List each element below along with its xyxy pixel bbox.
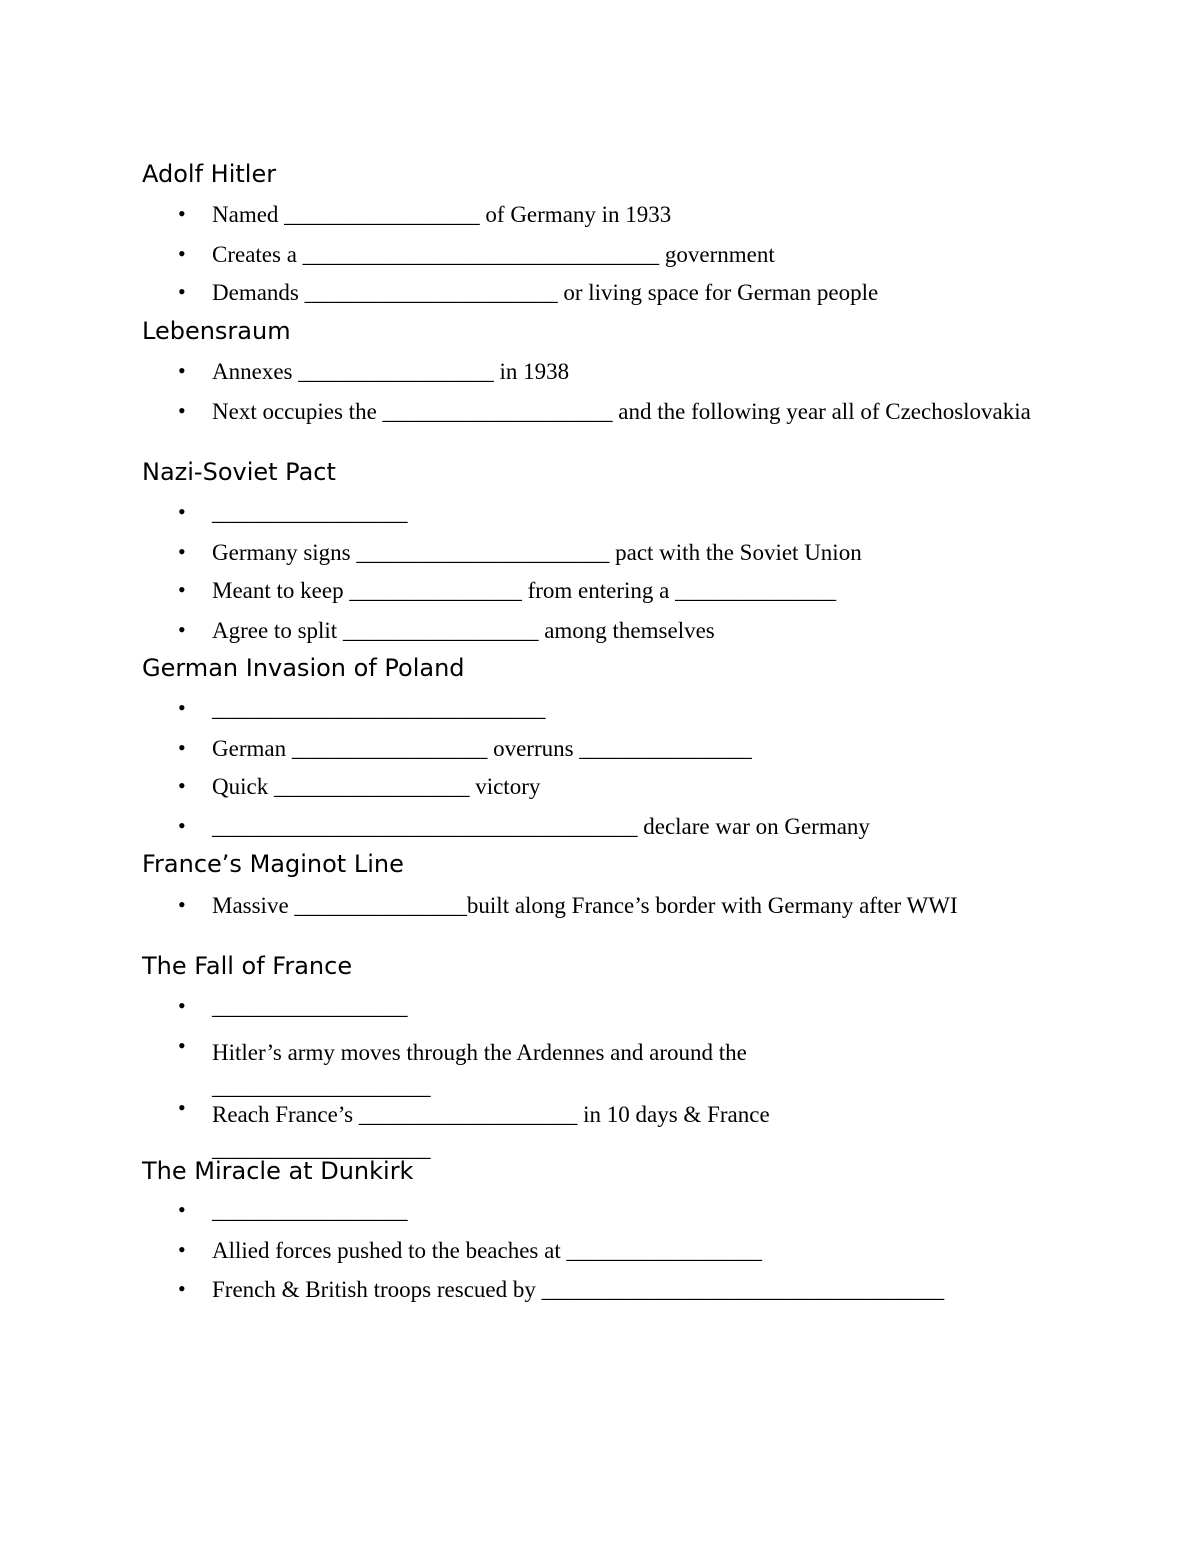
bullet-icon: • xyxy=(178,241,186,266)
list-item: Next occupies the ____________________ and the following year all of Czechoslovakia xyxy=(212,399,1031,424)
list-item: Germany signs ______________________ pact with the Soviet Union xyxy=(212,540,862,565)
list-item: _____________________________ xyxy=(212,696,546,721)
bullet-icon: • xyxy=(178,892,186,917)
section-heading-maginot-line: France’s Maginot Line xyxy=(142,850,404,878)
section-heading-lebensraum: Lebensraum xyxy=(142,317,291,345)
bullet-icon: • xyxy=(178,617,186,642)
bullet-icon: • xyxy=(178,773,186,798)
bullet-icon: • xyxy=(178,201,186,226)
list-item: Demands ______________________ or living space for German people xyxy=(212,280,879,305)
list-item: Agree to split _________________ among themselves xyxy=(212,618,715,643)
bullet-icon: • xyxy=(178,1033,186,1058)
bullet-icon: • xyxy=(178,577,186,602)
list-item: _________________ xyxy=(212,1198,408,1223)
section-heading-nazi-soviet-pact: Nazi-Soviet Pact xyxy=(142,458,336,486)
list-item: Allied forces pushed to the beaches at _________________ xyxy=(212,1238,762,1263)
list-item: Reach France’s ___________________ in 10 days & France ___________________ xyxy=(212,1102,770,1161)
list-item: _________________ xyxy=(212,500,408,525)
section-heading-fall-of-france: The Fall of France xyxy=(142,952,353,980)
list-item: German _________________ overruns _______________ xyxy=(212,736,752,761)
list-item: Massive _______________built along France’s border with Germany after WWI xyxy=(212,893,958,918)
bullet-icon: • xyxy=(178,499,186,524)
bullet-icon: • xyxy=(178,398,186,423)
list-item: Quick _________________ victory xyxy=(212,774,541,799)
bullet-icon: • xyxy=(178,735,186,760)
list-item: Meant to keep _______________ from entering a ______________ xyxy=(212,578,837,603)
list-item: _________________ xyxy=(212,994,408,1019)
list-item: Named _________________ of Germany in 1933 xyxy=(212,202,672,227)
bullet-icon: • xyxy=(178,695,186,720)
bullet-icon: • xyxy=(178,813,186,838)
section-heading-adolf-hitler: Adolf Hitler xyxy=(142,160,277,188)
bullet-icon: • xyxy=(178,1237,186,1262)
bullet-icon: • xyxy=(178,993,186,1018)
list-item: Hitler’s army moves through the Ardennes and around the ___________________ xyxy=(212,1040,747,1099)
list-item: Annexes _________________ in 1938 xyxy=(212,359,570,384)
section-heading-miracle-at-dunkirk: The Miracle at Dunkirk xyxy=(142,1157,414,1185)
bullet-icon: • xyxy=(178,1276,186,1301)
list-item: French & British troops rescued by ___________________________________ xyxy=(212,1277,945,1302)
bullet-icon: • xyxy=(178,358,186,383)
list-item: Creates a _______________________________ government xyxy=(212,242,775,267)
list-item: _____________________________________ declare war on Germany xyxy=(212,814,870,839)
bullet-icon: • xyxy=(178,539,186,564)
bullet-icon: • xyxy=(178,1197,186,1222)
bullet-icon: • xyxy=(178,279,186,304)
section-heading-german-invasion-of-poland: German Invasion of Poland xyxy=(142,654,465,682)
bullet-icon: • xyxy=(178,1095,186,1120)
